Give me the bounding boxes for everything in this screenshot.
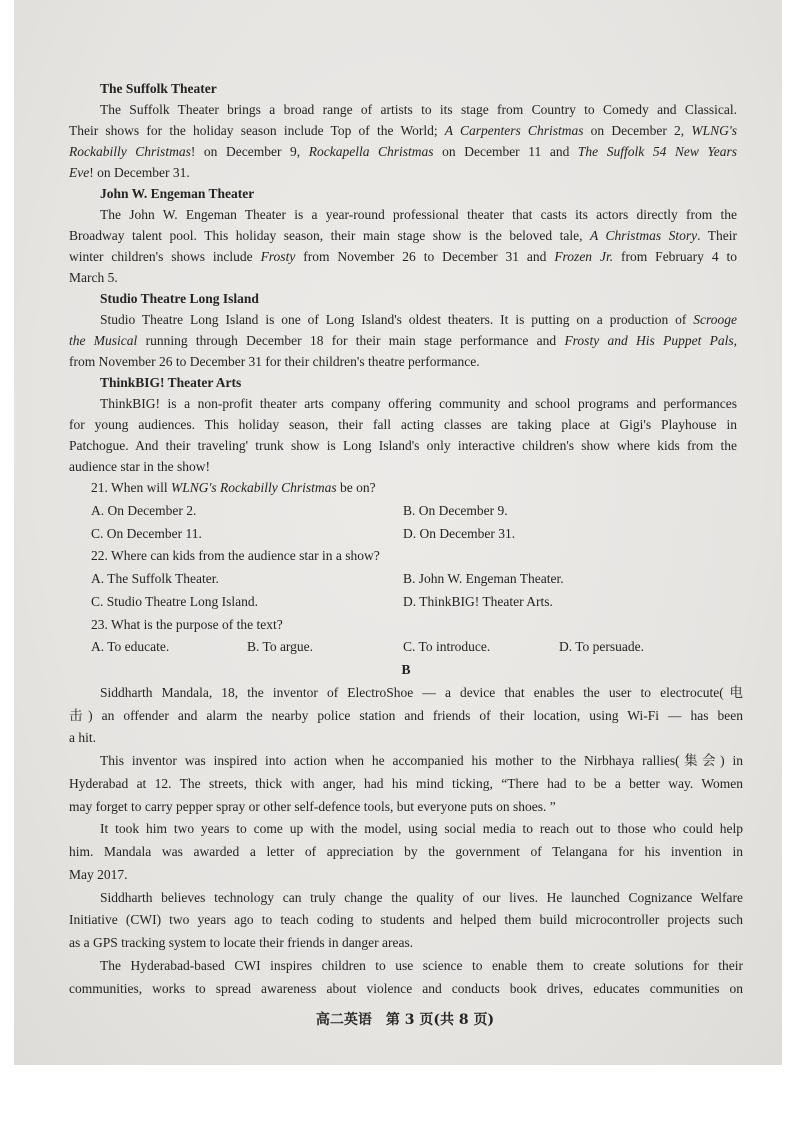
section-heading: The Suffolk Theater xyxy=(100,81,217,96)
text-line: Patchogue. And their traveling' trunk show is Long Island's only interactive children's show where kids from the xyxy=(69,438,737,453)
title-italic: Rockapella Christmas xyxy=(308,144,434,159)
title-italic: Eve xyxy=(69,165,90,180)
passage-a xyxy=(69,78,737,477)
text-segment: be on? xyxy=(336,480,376,495)
section-label: B xyxy=(401,662,411,677)
answer-option: A. On December 2. xyxy=(91,502,197,518)
text-segment: Studio Theatre Long Island is one of Long Island's oldest theaters. It is putting on a production of xyxy=(100,312,694,327)
text-line: may forget to carry pepper spray or other self-defence tools, but everyone puts on shoes. ” xyxy=(69,798,556,814)
question-stem xyxy=(69,477,743,500)
text-line xyxy=(69,225,737,246)
text-line: This inventor was inspired into action when he accompanied his mother to the Nirbhaya rallies(集会) in xyxy=(100,753,743,768)
title-italic: Frozen Jr. xyxy=(554,249,614,264)
text-line xyxy=(69,141,737,162)
section-heading: Studio Theatre Long Island xyxy=(100,291,259,306)
title-italic: The Suffolk 54 New Years xyxy=(577,144,737,159)
text-segment: on December 11 and xyxy=(433,144,578,159)
answer-option: B. On December 9. xyxy=(403,502,508,518)
answer-option: D. On December 31. xyxy=(403,525,516,541)
text-segment: ! on December 31. xyxy=(89,165,190,180)
text-line xyxy=(69,162,737,183)
text-line: him. Mandala was awarded a letter of appreciation by the government of Telangana for his invention in xyxy=(69,844,743,859)
title-italic: WLNG's Rockabilly Christmas xyxy=(171,480,337,495)
text-line: May 2017. xyxy=(69,866,128,882)
text-line: Initiative (CWI) two years ago to teach coding to students and helped them build microcontroller projects such xyxy=(69,912,743,928)
text-line: ThinkBIG! is a non-profit theater arts company offering community and school programs and performances xyxy=(100,396,737,411)
answer-option: D. To persuade. xyxy=(559,639,645,655)
text-line: Siddharth Mandala, 18, the inventor of ElectroShoe — a device that enables the user to electrocute(电 xyxy=(100,684,743,700)
options-row xyxy=(69,568,743,591)
text-segment: Their shows for the holiday season include Top of the World; xyxy=(69,123,445,138)
text-line: 击) an offender and alarm the nearby police station and friends of their location, using Wi-Fi — has been xyxy=(69,707,743,723)
title-italic: Rockabilly Christmas xyxy=(69,144,191,159)
text-segment: from February 4 to xyxy=(613,249,737,264)
answer-option: A. The Suffolk Theater. xyxy=(91,571,219,586)
title-italic: the Musical xyxy=(69,333,138,348)
text-line: for young audiences. This holiday season, their fall acting classes are taking place at Gigi's Playhouse in xyxy=(69,417,737,432)
answer-option: B. John W. Engeman Theater. xyxy=(403,571,564,586)
text-line: a hit. xyxy=(69,730,96,746)
text-segment: ! on December 9, xyxy=(190,144,309,159)
text-line xyxy=(69,309,737,330)
text-line: from November 26 to December 31 for their children's theatre performance. xyxy=(69,354,480,369)
answer-option: B. To argue. xyxy=(247,639,314,655)
text-segment: winter children's shows include xyxy=(69,249,261,264)
text-segment: 21. When will xyxy=(91,480,171,495)
section-heading: ThinkBIG! Theater Arts xyxy=(100,375,242,390)
text-line xyxy=(69,246,737,267)
answer-option: A. To educate. xyxy=(91,639,170,655)
options-row xyxy=(69,523,743,546)
text-line: The Hyderabad-based CWI inspires children to use science to enable them to create solutions for their xyxy=(100,957,743,973)
text-segment: on December 2, xyxy=(583,123,692,138)
title-italic: A Carpenters Christmas xyxy=(444,123,584,138)
title-italic: Frosty and His Puppet Pals xyxy=(564,333,734,348)
answer-option: C. Studio Theatre Long Island. xyxy=(91,593,258,609)
title-italic: Scrooge xyxy=(693,312,737,327)
text-segment: , xyxy=(733,333,737,348)
text-segment: running through December 18 for their main stage performance and xyxy=(137,333,565,348)
question-stem: 22. Where can kids from the audience star in a show? xyxy=(91,548,380,564)
text-segment: from November 26 to December 31 and xyxy=(295,249,555,264)
answer-option: C. To introduce. xyxy=(403,639,491,655)
text-line: Hyderabad at 12. The streets, thick with anger, had his mind ticking, “There had to be a better way. Women xyxy=(69,775,743,791)
title-italic: A Christmas Story xyxy=(590,228,698,243)
text-line xyxy=(69,120,737,141)
questions-and-passage-b xyxy=(69,477,743,1000)
title-italic: Frosty xyxy=(260,249,296,264)
text-line: March 5. xyxy=(69,270,118,285)
options-row xyxy=(69,636,743,659)
answer-option: D. ThinkBIG! Theater Arts. xyxy=(403,593,553,609)
answer-option: C. On December 11. xyxy=(91,525,202,541)
text-segment: Broadway talent pool. This holiday season, their main stage show is the beloved tale, xyxy=(69,228,591,243)
text-line: communities, works to spread awareness about violence and conducts book drives, educates communities on xyxy=(69,980,743,996)
text-line: The Suffolk Theater brings a broad range of artists to its stage from Country to Comedy and Classical. xyxy=(100,102,737,117)
options-row xyxy=(69,500,743,523)
text-line: The John W. Engeman Theater is a year-round professional theater that casts its actors directly from the xyxy=(100,207,737,222)
question-stem: 23. What is the purpose of the text? xyxy=(91,616,283,632)
text-line: audience star in the show! xyxy=(69,459,210,474)
page-footer: 高二英语 第 3 页(共 8 页) xyxy=(315,1012,495,1028)
title-italic: WLNG's xyxy=(691,123,737,138)
text-line: It took him two years to come up with the model, using social media to reach out to those who could help xyxy=(100,821,743,837)
text-line: as a GPS tracking system to locate their friends in danger areas. xyxy=(69,935,414,950)
section-heading: John W. Engeman Theater xyxy=(100,186,255,201)
text-line: Siddharth believes technology can truly change the quality of our lives. He launched Cognizance Welfare xyxy=(100,889,743,905)
options-row xyxy=(69,591,743,614)
text-segment: . Their xyxy=(697,228,738,243)
text-line xyxy=(69,330,737,351)
